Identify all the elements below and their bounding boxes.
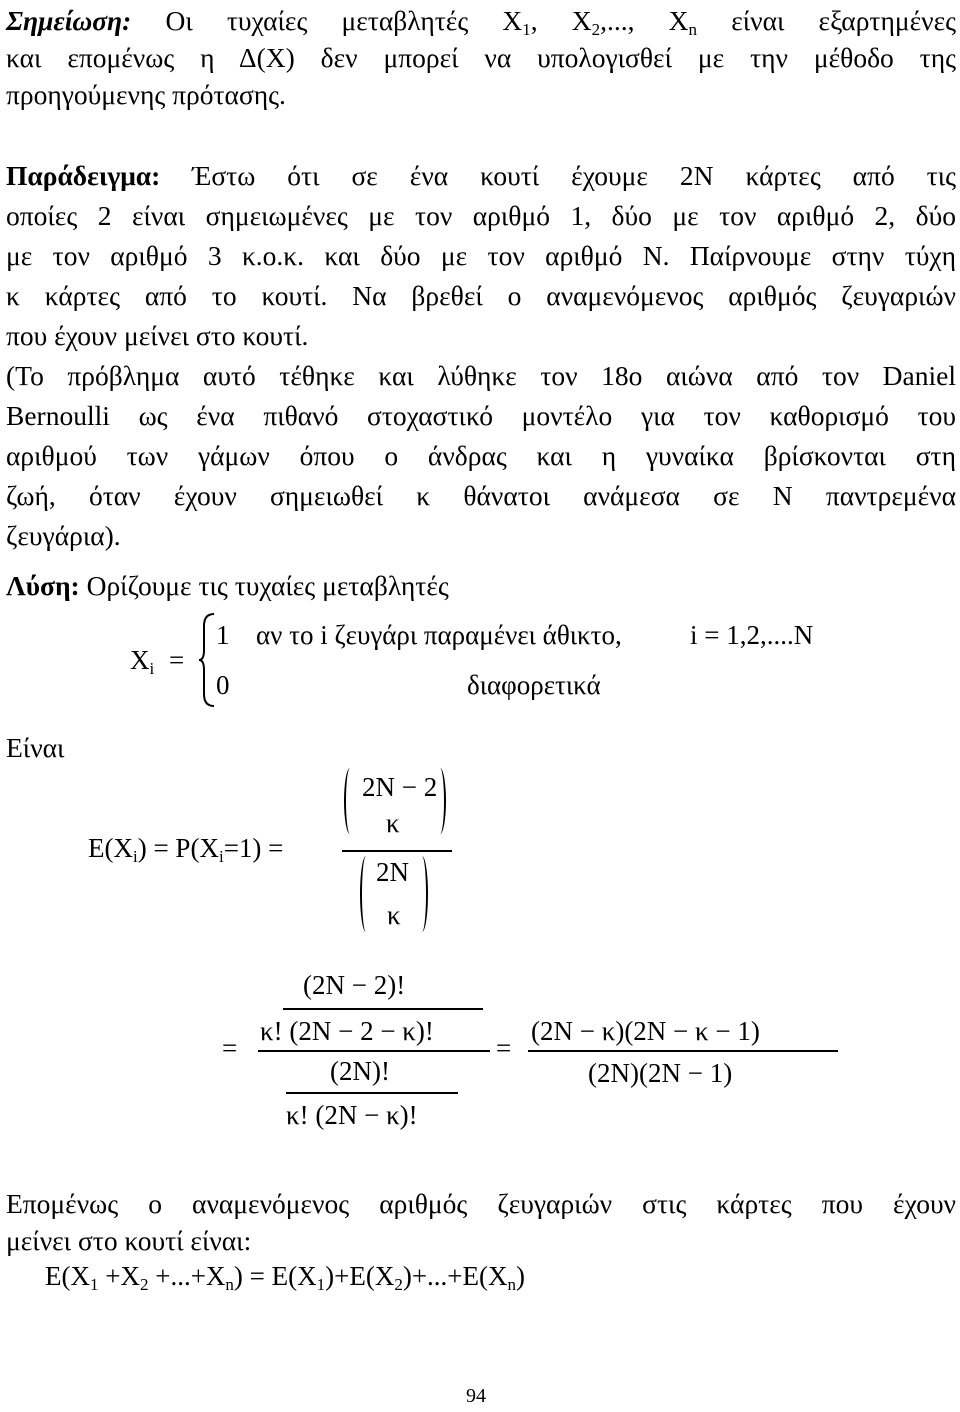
main-fraction-bar (258, 1050, 490, 1052)
result-fraction-bar (528, 1050, 838, 1052)
binom-num-left-paren (344, 768, 356, 834)
binom-den-top: 2N (376, 857, 409, 887)
example-label: Παράδειγμα: (6, 160, 161, 191)
case1-value: 1 (216, 620, 230, 650)
remark-line-3: αριθμού των γάμων όπου ο άνδρας και η γυναίκα βρίσκονται στη (6, 440, 956, 471)
eisai-label: Είναι (6, 732, 65, 763)
binom-num-bottom: κ (386, 808, 400, 838)
definition-lhs: $X_i$ = (130, 645, 185, 678)
case2-value: 0 (216, 670, 230, 700)
example-line-3: με τον αριθμό 3 κ.ο.κ. και δύο με τον αριθμό Ν. Παίρνουμε στην τύχη (6, 240, 956, 271)
expectation-fraction-bar (342, 850, 452, 852)
conclusion-line-2: μείνει στο κουτί είναι: (6, 1225, 252, 1256)
binom-den-left-paren (360, 856, 372, 932)
binom-den-bottom: κ (387, 900, 401, 930)
page-number: 94 (466, 1385, 486, 1407)
big-num-numerator: (2N − 2)! (303, 970, 406, 1000)
remark-line-5: ζευγάρια). (6, 520, 121, 551)
case1-condition: αν το i ζευγάρι παραμένει άθικτο, (256, 620, 622, 650)
solution-label: Λύση: (6, 570, 80, 601)
solution-line (6, 565, 449, 607)
note-label: Σημείωση: (6, 5, 132, 36)
big-den-numerator: (2N)! (330, 1056, 390, 1086)
expectation-lhs: $E(X_i) = P(X_i=1)$ = (88, 833, 284, 866)
remark-line-1: (Το πρόβλημα αυτό τέθηκε και λύθηκε τον 18ο αιώνα από τον Daniel (6, 360, 956, 391)
binom-num-top: 2N − 2 (362, 772, 438, 802)
example-line-2: οποίες 2 είναι σημειωμένες με τον αριθμό 1, δύο με τον αριθμό 2, δύο (6, 200, 956, 231)
note-line-1 (6, 0, 956, 42)
note-line-3: προηγούμενης πρότασης. (6, 79, 286, 110)
note-variables: $X_1$, $X_2$,..., $X_n$ (502, 5, 698, 39)
big-num-denominator: κ! (2N − 2 − κ)! (260, 1016, 434, 1046)
simplify-eq-2: = (496, 1033, 512, 1063)
example-text: Έστω ότι σε ένα κουτί έχουμε 2Ν κάρτες από τις (192, 160, 957, 191)
note-line-2: και επομένως η Δ(Χ) δεν μπορεί να υπολογισθεί με την μέθοδο της (6, 42, 956, 73)
note-text: Οι τυχαίες μεταβλητές (165, 5, 469, 36)
example-line-5: που έχουν μείνει στο κουτί. (6, 320, 309, 351)
remark-line-4: ζωή, όταν έχουν σημειωθεί κ θάνατοι ανάμεσα σε Ν παντρεμένα (6, 480, 956, 511)
binom-den-right-paren (416, 856, 428, 932)
example-line-1 (6, 155, 956, 197)
big-num-rule (283, 1008, 483, 1010)
final-formula: $E(X_1 +X_2 +...+X_n) = E(X_1)+E(X_2)+...+E(X_n)$ (45, 1261, 526, 1294)
case1-range: i = 1,2,....N (690, 620, 814, 650)
note-text-end: είναι εξαρτημένες (731, 5, 957, 36)
big-den-denominator: κ! (2N − κ)! (286, 1100, 418, 1130)
simplify-eq-1: = (222, 1033, 238, 1063)
remark-line-2: Bernoulli ως ένα πιθανό στοχαστικό μοντέλο για τον καθορισμό του (6, 400, 956, 431)
result-denominator: (2N)(2N − 1) (588, 1058, 733, 1088)
left-brace (198, 612, 216, 708)
conclusion-line-1: Επομένως ο αναμενόμενος αριθμός ζευγαριών στις κάρτες που έχουν (6, 1188, 956, 1219)
case2-condition: διαφορετικά (467, 670, 601, 700)
result-numerator: (2N − κ)(2N − κ − 1) (531, 1016, 760, 1046)
example-line-4: κ κάρτες από το κουτί. Να βρεθεί ο αναμενόμενος αριθμός ζευγαριών (6, 280, 956, 311)
solution-text: Ορίζουμε τις τυχαίες μεταβλητές (86, 570, 449, 601)
big-den-rule (286, 1092, 458, 1094)
